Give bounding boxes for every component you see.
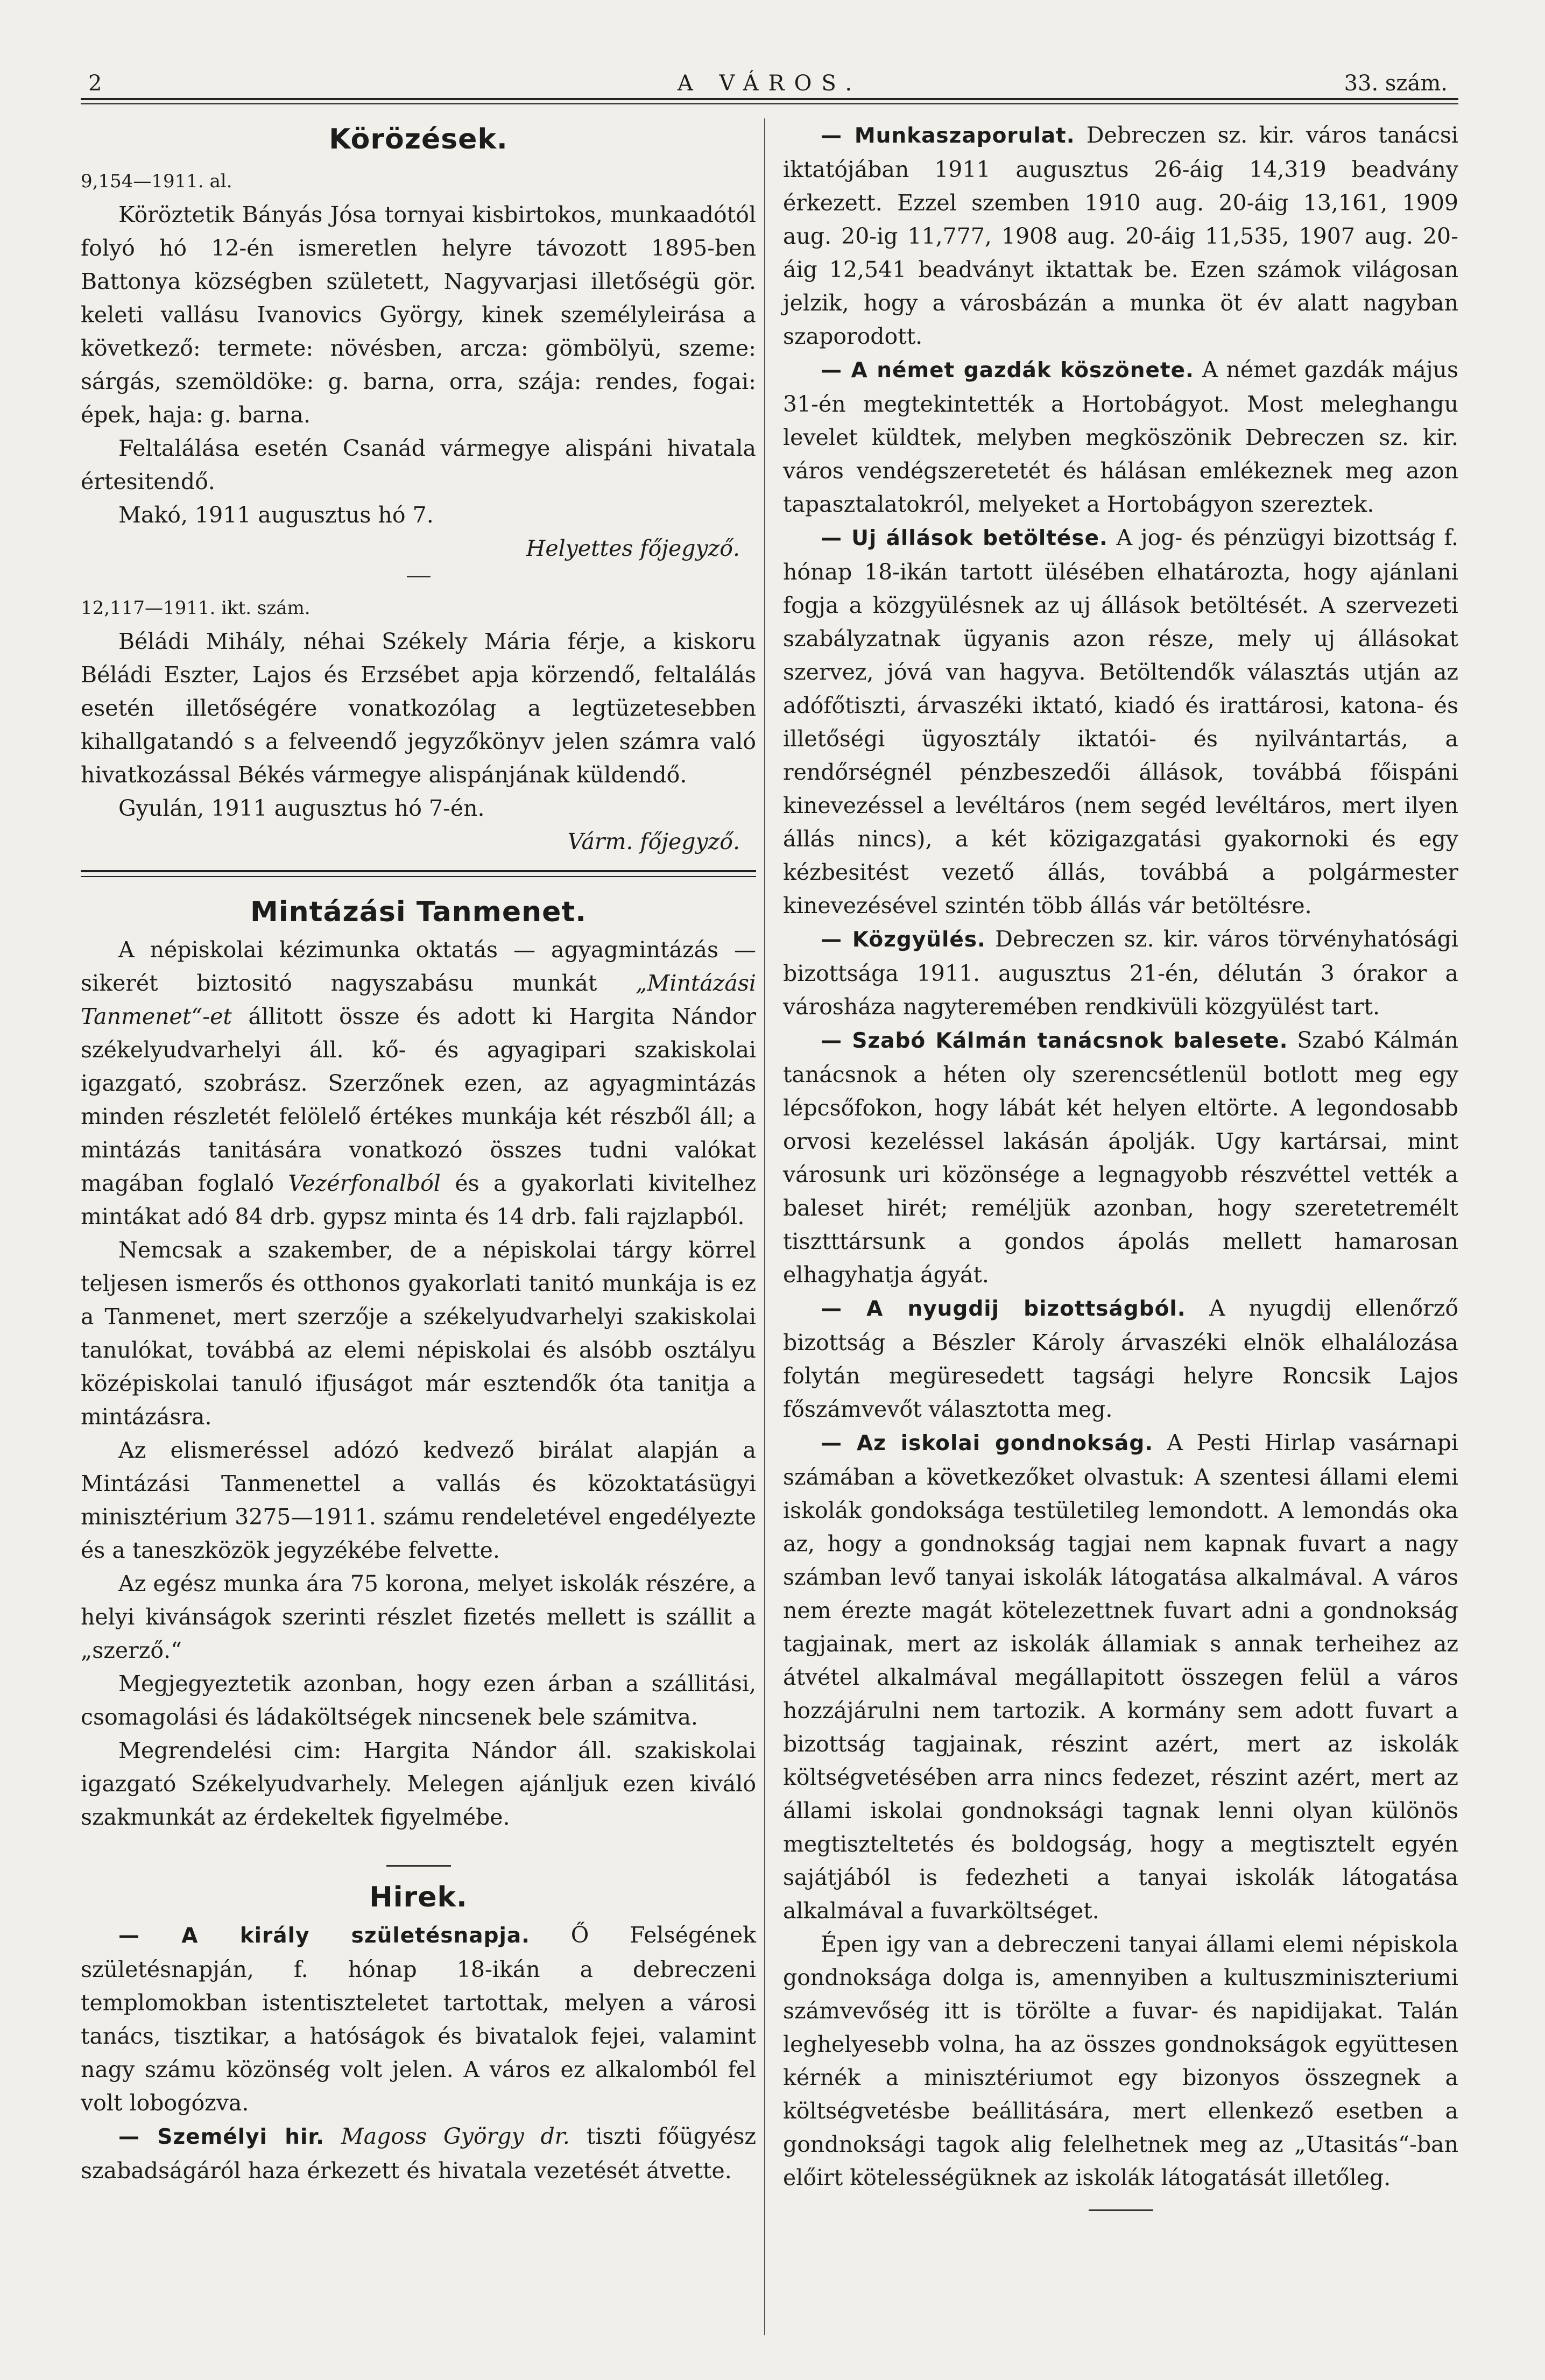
notice-paragraph: Köröztetik Bányás Jósa tornyai kisbirtokos, munkaadótól folyó hó 12-én ismeretlen helyre távozott 1895-ben Battonya községben született, Nagyvarjasi illetőségü gör. keleti vallásu Ivanovics György, kinek személyleirása a következő: termete: növésben, arcza: gömbölyü, szeme: sárgás, szemöldöke: g. barna, orra, szája: rendes, fogai: épek, haja: g. barna. bbox=[81, 202, 756, 428]
section-heading-hirek: Hirek. bbox=[369, 1881, 468, 1913]
notice-paragraph: Béládi Mihály, néhai Székely Mária férje, a kiskoru Béládi Eszter, Lajos és Erzsébet apja körzendő, feltalálás esetén illetőségére vonatkozólag a legtüzetesebben kihallgatandó s a felveendő jegyzőkönyv jelen számra való hivatkozással Békés vármegye alispánjának küldendő. bbox=[81, 628, 756, 788]
left-column bbox=[81, 118, 756, 2187]
notice-date: Gyulán, 1911 augusztus hó 7-én. bbox=[118, 795, 485, 821]
news-item: — Munkaszaporulat. Debreczen sz. kir. város tanácsi iktatójában 1911 augusztus 26-áig 14,319 beadvány érkezett. Ezzel szemben 1910 aug. 20-áig 13,161, 1909 aug. 20-ig 11,777, 1908 aug. 20-áig 11,535, 1907 aug. 20-áig 12,541 beadványt iktattak be. Ezen számok világosan jelzik, hogy a városbázán a munka öt év alatt nagyban szaporodott. bbox=[783, 122, 1458, 349]
separator-line bbox=[386, 1865, 451, 1867]
article-paragraph: Megrendelési cim: Hargita Nándor áll. szakiskolai igazgató Székelyudvarhely. Melegen ajánljuk ezen kiváló szakmunkát az érdekeltek figyelmébe. bbox=[81, 1738, 756, 1830]
article-paragraph: Épen igy van a debreczeni tanyai állami elemi népiskola gondnoksága dolga is, amennyiben a kultuszminiszteriumi számvevőség itt is törölte a fuvar- és napidijakat. Talán leghelyesebb volna, ha az összes gondnokságok együttesen kérnék a minisztériumot egy bizonyos összegnek a költségvetésbe beállitására, mert ellenkező esetben a gondnoksági tagok alig felelhetnek meg az „Utasitás“-ban előirt kötelességüknek az iskolák látogatását illetőleg. bbox=[783, 1931, 1458, 2191]
news-item: — Szabó Kálmán tanácsnok balesete. Szabó Kálmán tanácsnok a héten oly szerencsétlenül botlott meg egy lépcsőfokon, hogy lábát két helyen eltörte. A legondosabb orvosi kezeléssel lakásán ápolják. Ugy kartársai, mint városunk uri közönsége a legnagyobb részvéttel vették a baleset hirét; reméljük azonban, hogy szeretetremélt tisztttársunk a gondos ápolás mellett hamarosan elhagyhatja ágyát. bbox=[783, 1027, 1458, 1288]
article-paragraph: Az egész munka ára 75 korona, melyet iskolák részére, a helyi kivánságok szerinti részlet fizetés mellett is szállit a „szerző.“ bbox=[81, 1571, 756, 1663]
separator-line bbox=[1089, 2209, 1153, 2211]
right-column bbox=[783, 118, 1458, 2221]
newspaper-title: A VÁROS. bbox=[677, 71, 862, 96]
news-item: — A király születésnapja. Ő Felségének születésnapján, f. hónap 18-ikán a debreczeni templomokban istentiszteletet tartottak, melyen a városi tanács, tisztikar, a hatóságok és bivatalok fejei, valamint nagy számu közönség volt jelen. A város ez alkalomból fel volt lobogózva. bbox=[81, 1922, 756, 2116]
header-rule bbox=[81, 98, 1458, 100]
article-paragraph: A népiskolai kézimunka oktatás — agyagmintázás — sikerét biztositó nagyszabásu munkát „Mintázási Tanmenet“-et állitott össze és adott ki Hargita Nándor székelyudvarhelyi áll. kő- és agyagipari szakiskolai igazgató, szobrász. Szerzőnek ezen, az agyagmintázás minden részletét felölelő értékes munkája két részből áll; a mintázás tanitására vonatkozó összes tudni valókat magában foglaló Vezérfonalból és a gyakorlati kivitelhez mintákat adó 84 drb. gypsz minta és 14 drb. fali rajzlapból. bbox=[81, 937, 756, 1230]
page-number: 2 bbox=[88, 71, 102, 96]
notice-paragraph: Feltalálása esetén Csanád vármegye alispáni hivatala értesitendő. bbox=[81, 435, 756, 495]
news-item: — Uj állások betöltése. A jog- és pénzügyi bizottság f. hónap 18-ikán tartott ülésében elhatározta, hogy ajánlani fogja a közgyülésnek az uj állások betöltését. A szervezeti szabályzatnak ügyanis azon része, mely uj állásokat szervez, jóvá van hagyva. Betöltendők választás utján az adófőtiszti, árvaszéki iktató, kiadó és irattárosi, katona- és illetőségi ügyosztály iktatói- és nyilvántartás, a rendőrségnél pénzbeszedői állások, továbbá főispáni kinevezéssel a levéltáros (nem segéd levéltáros, mert ilyen állás nincs), a két közigazgatási gyakornoki és egy kézbesitést vezető állás, továbbá a polgármester kinevezésével szintén több állás vár betöltésre. bbox=[783, 525, 1458, 919]
section-heading-mintazasi: Mintázási Tanmenet. bbox=[250, 896, 587, 928]
separator-dash bbox=[407, 576, 431, 577]
article-paragraph: Nemcsak a szakember, de a népiskolai tárgy körrel teljesen ismerős és otthonos gyakorlati tanitó munkája is ez a Tanmenet, mert szerzője a székelyudvarhelyi szakiskolai tanulókat, továbbá az elemi népiskolai és alsóbb osztályu középiskolai tanuló ifjuságot már esztendők óta tanitja a mintázásra. bbox=[81, 1237, 756, 1430]
page-header bbox=[81, 69, 1458, 101]
column-divider bbox=[764, 118, 765, 2335]
section-rule bbox=[81, 870, 756, 877]
article-paragraph: Az elismeréssel adózó kedvező birálat alapján a Mintázási Tanmenettel a vallás és közoktatásügyi minisztérium 3275—1911. számu rendeletével engedélyezte és a taneszközök jegyzékébe felvette. bbox=[81, 1437, 756, 1563]
reference-number: 9,154—1911. al. bbox=[81, 171, 232, 192]
article-paragraph: Megjegyeztetik azonban, hogy ezen árban a szállitási, csomagolási és ládaköltségek nincsenek bele számitva. bbox=[81, 1671, 756, 1730]
reference-number: 12,117—1911. ikt. szám. bbox=[81, 597, 311, 619]
issue-number: 33. szám. bbox=[1344, 71, 1448, 96]
header-rule-thin bbox=[81, 103, 1458, 104]
news-item: — Az iskolai gondnokság. A Pesti Hirlap vasárnapi számában a következőket olvastuk: A szentesi állami elemi iskolák gondoksága testületileg lemondott. A lemondás oka az, hogy a gondnokság tagjai nem kapnak fuvart a nagy számban levő tanyai iskolák látogatása alkalmával. A város nem érezte magát kötelezettnek fuvart adni a gondnokság tagjainak, mert az iskolák államiak s annak terheihez az átvétel alkalmával megállapitott összegen felül a város hozzájárulni nem tartozik. A kormány sem adott fuvart a bizottság tagjainak, részint azért, mert az iskolák költségvetésében arra nincs fedezet, részint azért, mert az állami iskolai gondnoksági tagnak lenni olyan különös megtiszteltetés és boldogság, hogy a megtisztelt egyén sajátjából is fedezheti a tanyai iskolák látogatása alkalmával a fuvarköltséget. bbox=[783, 1430, 1459, 1924]
notice-signature: Helyettes főjegyző. bbox=[526, 535, 740, 561]
notice-signature: Várm. főjegyző. bbox=[567, 829, 740, 854]
news-item: — Közgyülés. Debreczen sz. kir. város törvényhatósági bizottsága 1911. augusztus 21-én, délután 3 órakor a városháza nagyteremében rendkivüli közgyülést tart. bbox=[783, 926, 1458, 1020]
notice-date: Makó, 1911 augusztus hó 7. bbox=[118, 502, 434, 528]
news-item: — Személyi hir. Magoss György dr. tiszti főügyész szabadságáról haza érkezett és hivatala vezetését átvette. bbox=[81, 2123, 756, 2184]
news-item: — A német gazdák köszönete. A német gazdák május 31-én megtekintették a Hortobágyot. Most meleghangu levelet küldtek, melyben megköszönik Debreczen sz. kir. város vendégszeretetét és hálásan emlékeznek meg azon tapasztalatokról, melyeket a Hortobágyon szereztek. bbox=[783, 357, 1458, 517]
news-item: — A nyugdij bizottságból. A nyugdij ellenőrző bizottság a Bészler Károly árvaszéki elnök elhalálozása folytán megüresedett tagsági helyre Roncsik Lajos főszámvevőt választotta meg. bbox=[783, 1295, 1458, 1422]
section-heading-korozesek: Körözések. bbox=[329, 123, 508, 156]
